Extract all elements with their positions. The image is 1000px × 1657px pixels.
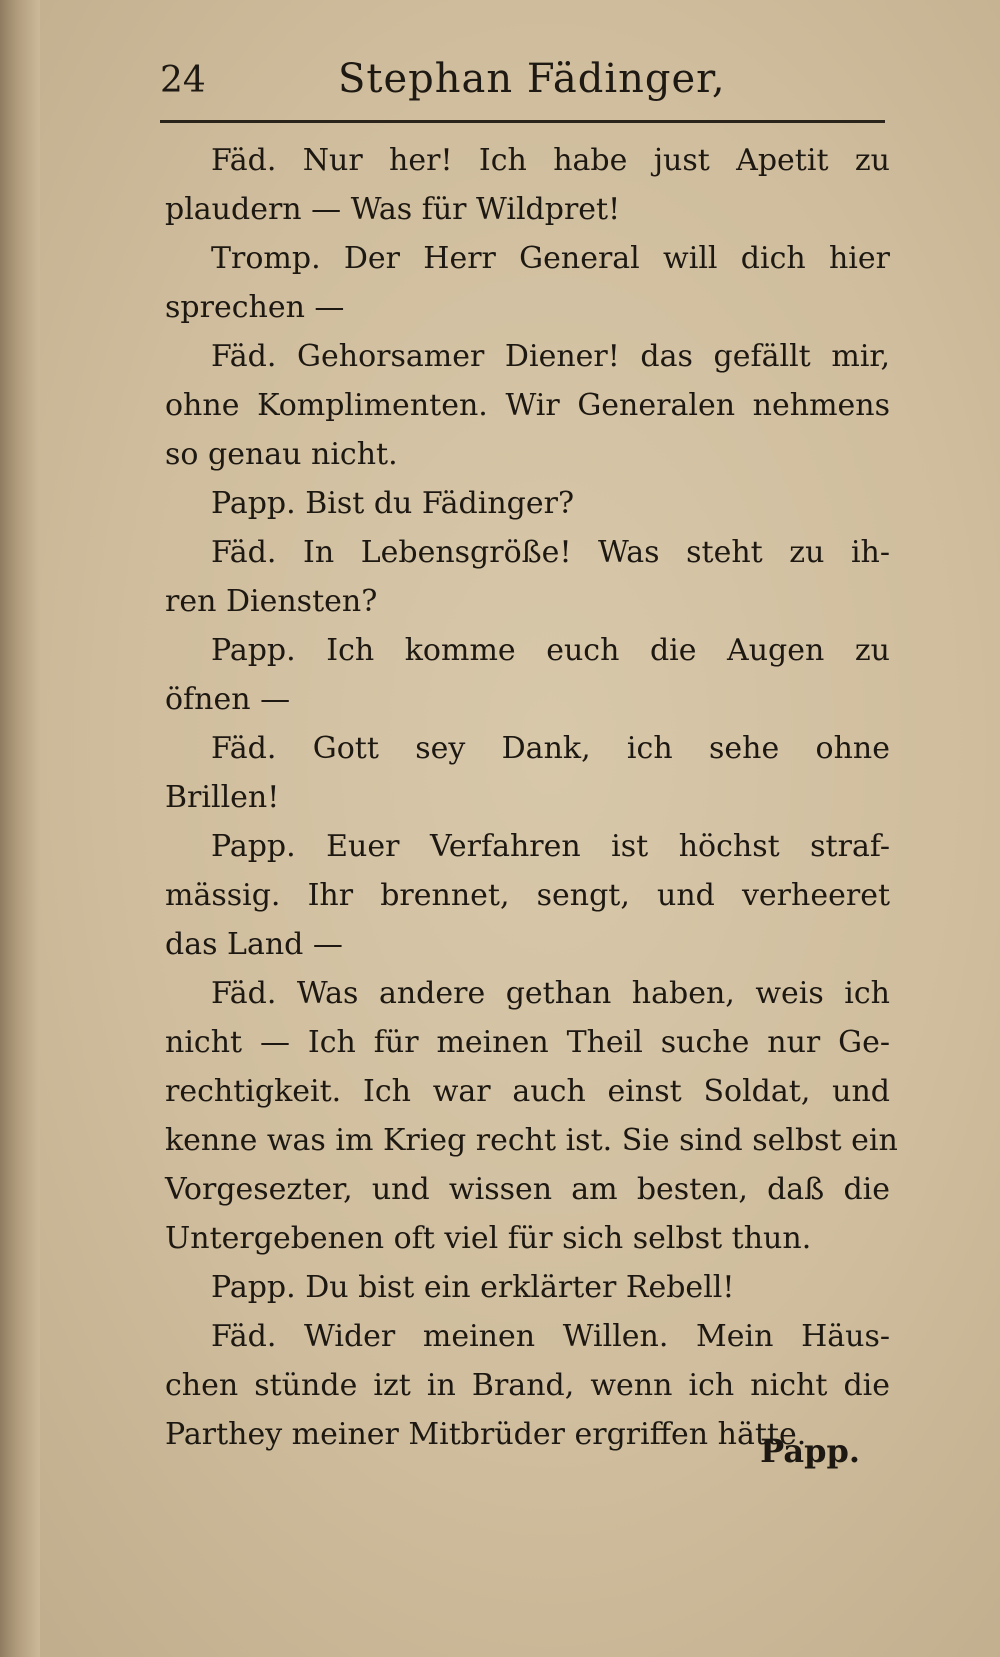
text-line: mässig. Ihr brennet, sengt, und verheeret (165, 878, 890, 913)
text-line: kenne was im Krieg recht ist. Sie sind selbst ein (165, 1123, 898, 1158)
text-line: so genau nicht. (165, 437, 398, 472)
text-line: Papp. Ich komme euch die Augen zu (211, 633, 890, 668)
text-line: ren Diensten? (165, 584, 378, 619)
text-line: Fäd. Wider meinen Willen. Mein Häus- (211, 1319, 890, 1354)
text-line: nicht — Ich für meinen Theil suche nur Ge- (165, 1025, 890, 1060)
text-line: Parthey meiner Mitbrüder ergriffen hätte. (165, 1417, 807, 1452)
text-line: Fäd. Gott sey Dank, ich sehe ohne (211, 731, 890, 766)
text-line: das Land — (165, 927, 343, 962)
text-line: öfnen — (165, 682, 291, 717)
dialogue-text (165, 136, 898, 1459)
running-title: Stephan Fädinger, (338, 56, 726, 102)
page-number: 24 (160, 60, 206, 101)
text-line: Tromp. Der Herr General will dich hier (211, 241, 890, 276)
catchword: Papp. (760, 1432, 860, 1470)
text-line: sprechen — (165, 290, 345, 325)
text-line: Fäd. Nur her! Ich habe just Apetit zu (211, 143, 890, 178)
text-line: Brillen! (165, 780, 280, 815)
text-line: Fäd. Was andere gethan haben, weis ich (211, 976, 890, 1011)
binding-gutter (0, 0, 40, 1657)
text-line: Papp. Euer Verfahren ist höchst straf- (211, 829, 890, 864)
text-line: Vorgesezter, und wissen am besten, daß die (165, 1172, 890, 1207)
text-line: Fäd. Gehorsamer Diener! das gefällt mir, (211, 339, 890, 374)
text-line: rechtigkeit. Ich war auch einst Soldat, und (165, 1074, 890, 1109)
text-line: Untergebenen oft viel für sich selbst thun. (165, 1221, 812, 1256)
text-line: Papp. Bist du Fädinger? (211, 486, 575, 521)
text-line: ohne Komplimenten. Wir Generalen nehmens (165, 388, 890, 423)
text-line: Papp. Du bist ein erklärter Rebell! (211, 1270, 735, 1305)
text-line: Fäd. In Lebensgröße! Was steht zu ih- (211, 535, 890, 570)
text-line: plaudern — Was für Wildpret! (165, 192, 621, 227)
header-rule (160, 120, 885, 123)
text-line: chen stünde izt in Brand, wenn ich nicht die (165, 1368, 890, 1403)
running-head (160, 52, 885, 112)
